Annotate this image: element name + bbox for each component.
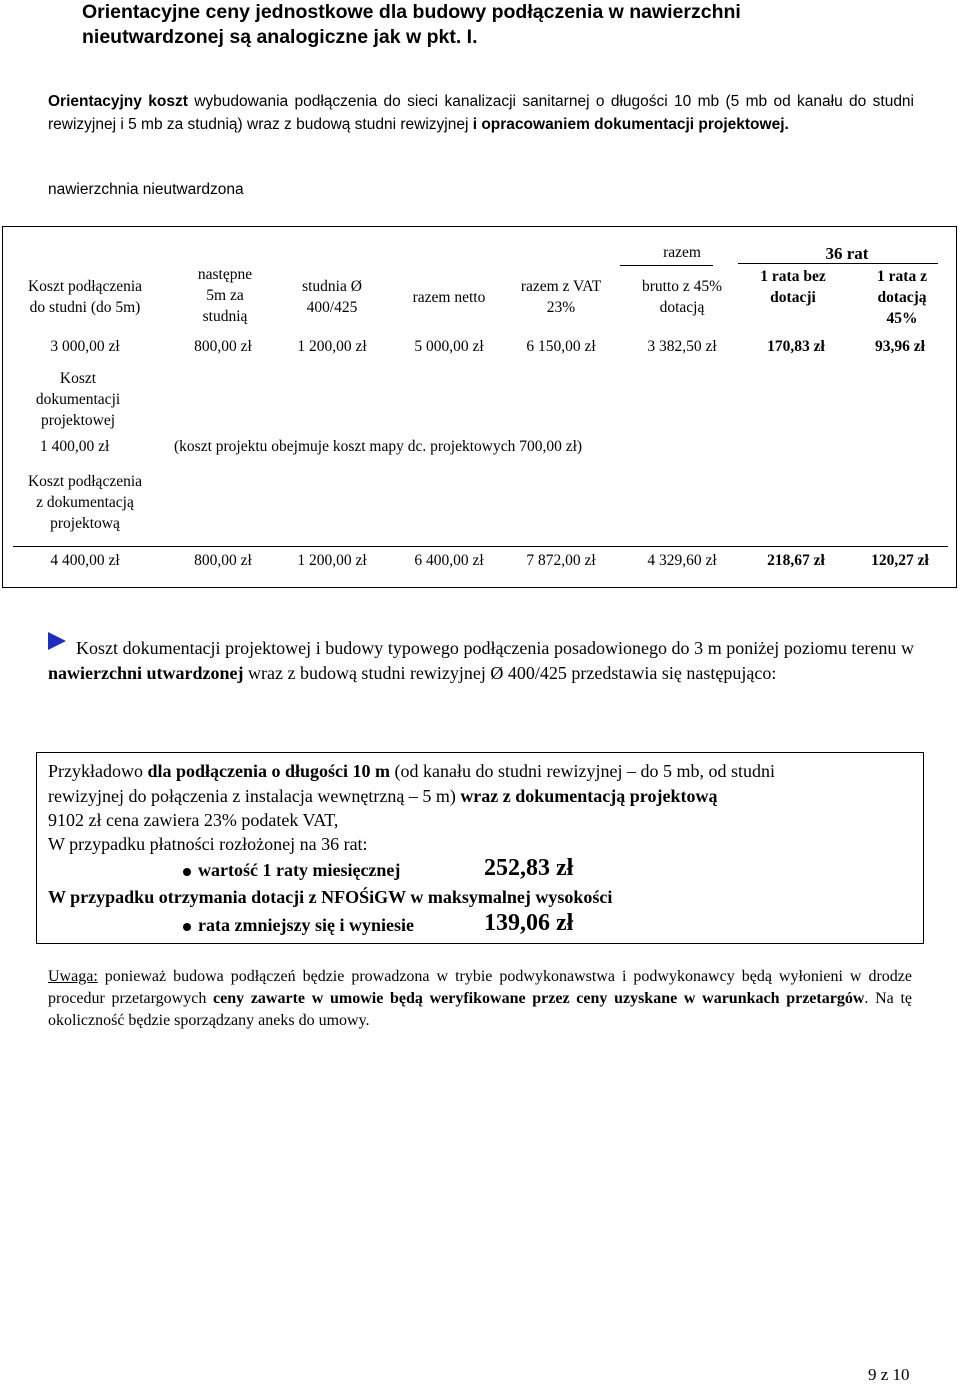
doc-label-text: dokumentacji — [35, 391, 121, 408]
reduced-rate-label: rata zmniejszy się i wyniesie — [198, 915, 414, 935]
doc-label-text: Koszt — [59, 370, 97, 387]
header-text: brutto z 45% — [641, 278, 723, 295]
header-36-rat: 36 rat — [825, 244, 869, 263]
header-razem-netto: razem netto — [412, 289, 486, 306]
header-rata-bez — [738, 266, 848, 308]
header-text: 5m za — [206, 287, 244, 304]
bullet-icon — [183, 923, 191, 931]
monthly-rate-label: wartość 1 raty miesięcznej — [198, 860, 401, 880]
header-text: dotacją — [877, 289, 927, 306]
header-text: 45% — [886, 310, 918, 327]
row1-rata-z: 93,96 zł — [875, 338, 925, 355]
header-text: 1 rata z — [877, 268, 927, 285]
row2-razem-netto: 6 400,00 zł — [414, 552, 484, 569]
section-title — [82, 0, 882, 50]
header-text: 23% — [546, 299, 576, 316]
header-text: Koszt podłączenia — [27, 278, 143, 295]
header-text: następne — [197, 266, 253, 283]
bullet-icon — [183, 868, 191, 876]
intro-bold-start: Orientacyjny koszt — [48, 93, 188, 110]
header-text: dotacji — [770, 289, 816, 306]
row2-koszt: 4 400,00 zł — [50, 552, 120, 569]
surface-type-label: nawierzchnia nieutwardzona — [48, 181, 244, 198]
header-text: studnią — [202, 308, 248, 325]
box-bold: dla podłączenia o długości 10 m — [147, 761, 391, 781]
box-line-1 — [48, 761, 775, 782]
doc-cost-label — [16, 368, 140, 431]
row2-studnia: 1 200,00 zł — [297, 552, 367, 569]
doc-label-text: projektowej — [40, 412, 116, 429]
note-label: Uwaga: — [48, 968, 98, 985]
with-doc-label — [4, 471, 166, 534]
row1-razem-netto: 5 000,00 zł — [414, 338, 484, 355]
row1-razem-vat: 6 150,00 zł — [526, 338, 596, 355]
row2-rata-bez: 218,67 zł — [767, 552, 825, 569]
with-doc-label-text: z dokumentacją — [36, 494, 134, 511]
razem-underline — [620, 265, 713, 266]
header-koszt-podlaczenia — [4, 276, 166, 318]
header-brutto — [620, 276, 744, 318]
header-razem: razem — [663, 244, 701, 261]
box-bold: wraz z dokumentacją projektową — [460, 786, 718, 806]
title-line-2: nieutwardzonej są analogiczne jak w pkt. I. — [82, 26, 478, 48]
header-text: razem z VAT — [520, 278, 602, 295]
table-border-bottom — [2, 587, 957, 588]
header-text: dotacją — [659, 299, 705, 316]
box-line-2 — [48, 786, 717, 807]
note-text: . Na tę okoliczność będzie sporządzany aneks do umowy. — [48, 990, 912, 1029]
example-box — [36, 752, 924, 944]
note-text: ponieważ budowa podłączeń będzie prowadzona w trybie podwykonawstwa i podwykonawcy będą wyłonieni w drodze procedur przetargowych — [48, 968, 912, 1007]
par2-bold: nawierzchni utwardzonej — [48, 663, 244, 683]
box-text: rewizyjnej do połączenia z instalacja wewnętrzną – 5 m) — [48, 786, 461, 806]
doc-cost-value: 1 400,00 zł — [40, 438, 110, 455]
row2-top-line — [13, 546, 948, 547]
row1-brutto: 3 382,50 zł — [647, 338, 717, 355]
header-text: studnia Ø — [302, 278, 362, 295]
intro-paragraph — [48, 90, 914, 136]
note-paragraph — [48, 966, 912, 1032]
row2-rata-z: 120,27 zł — [871, 552, 929, 569]
doc-cost-note: (koszt projektu obejmuje koszt mapy dc. projektowych 700,00 zł) — [174, 438, 583, 455]
with-doc-label-text: projektową — [50, 515, 120, 532]
box-line-4: W przypadku płatności rozłożonej na 36 rat: — [48, 834, 368, 854]
subsidy-line: W przypadku otrzymania dotacji z NFOŚiGW w maksymalnej wysokości — [48, 887, 613, 907]
header-razem-vat — [502, 276, 620, 318]
header-text: 400/425 — [306, 299, 358, 316]
reduced-rate-value: 139,06 zł — [484, 910, 574, 936]
header-text: do studni (do 5m) — [29, 299, 141, 316]
row2-razem-vat: 7 872,00 zł — [526, 552, 596, 569]
table-border-left — [2, 226, 3, 588]
row1-rata-bez: 170,83 zł — [767, 338, 825, 355]
monthly-rate-value: 252,83 zł — [484, 855, 574, 881]
note-bold: ceny zawarte w umowie będą weryfikowane przez ceny uzyskane w warunkach przetargów — [213, 990, 865, 1007]
box-line-3: 9102 zł cena zawiera 23% podatek VAT, — [48, 810, 339, 830]
header-rata-z — [850, 266, 954, 329]
with-doc-label-text: Koszt podłączenia — [27, 473, 143, 490]
row1-studnia: 1 200,00 zł — [297, 338, 367, 355]
row2-brutto: 4 329,60 zł — [647, 552, 717, 569]
row2-nastepne: 800,00 zł — [194, 552, 252, 569]
header-nastepne — [170, 264, 280, 327]
box-text: Przykładowo — [48, 761, 148, 781]
table-border-right — [956, 226, 957, 588]
title-line-1: Orientacyjne ceny jednostkowe dla budowy podłączenia w nawierzchni — [82, 1, 741, 23]
row1-nastepne: 800,00 zł — [194, 338, 252, 355]
intro-bold-end: i opracowaniem dokumentacji projektowej. — [472, 116, 789, 133]
hardened-surface-paragraph — [48, 636, 914, 686]
cost-table — [2, 226, 957, 588]
intro-text: wybudowania podłączenia do sieci kanalizacji sanitarnej o długości 10 mb (5 mb od kanału do studni rewizyjnej i 5 mb za studnią) wraz z budową studni rewizyjnej — [48, 93, 914, 133]
page-number: 9 z 10 — [868, 1365, 910, 1384]
row1-koszt: 3 000,00 zł — [50, 338, 120, 355]
table-border-top — [2, 226, 957, 227]
header-studnia — [277, 276, 387, 318]
par2-text-start: Koszt dokumentacji projektowej i budowy typowego podłączenia posadowionego do 3 m poniżej poziomu terenu w — [76, 638, 914, 658]
par2-text-end: wraz z budową studni rewizyjnej Ø 400/425 przedstawia się następująco: — [243, 663, 777, 683]
header-text: 1 rata bez — [760, 268, 826, 285]
box-text: (od kanału do studni rewizyjnej – do 5 mb, od studni — [390, 761, 775, 781]
